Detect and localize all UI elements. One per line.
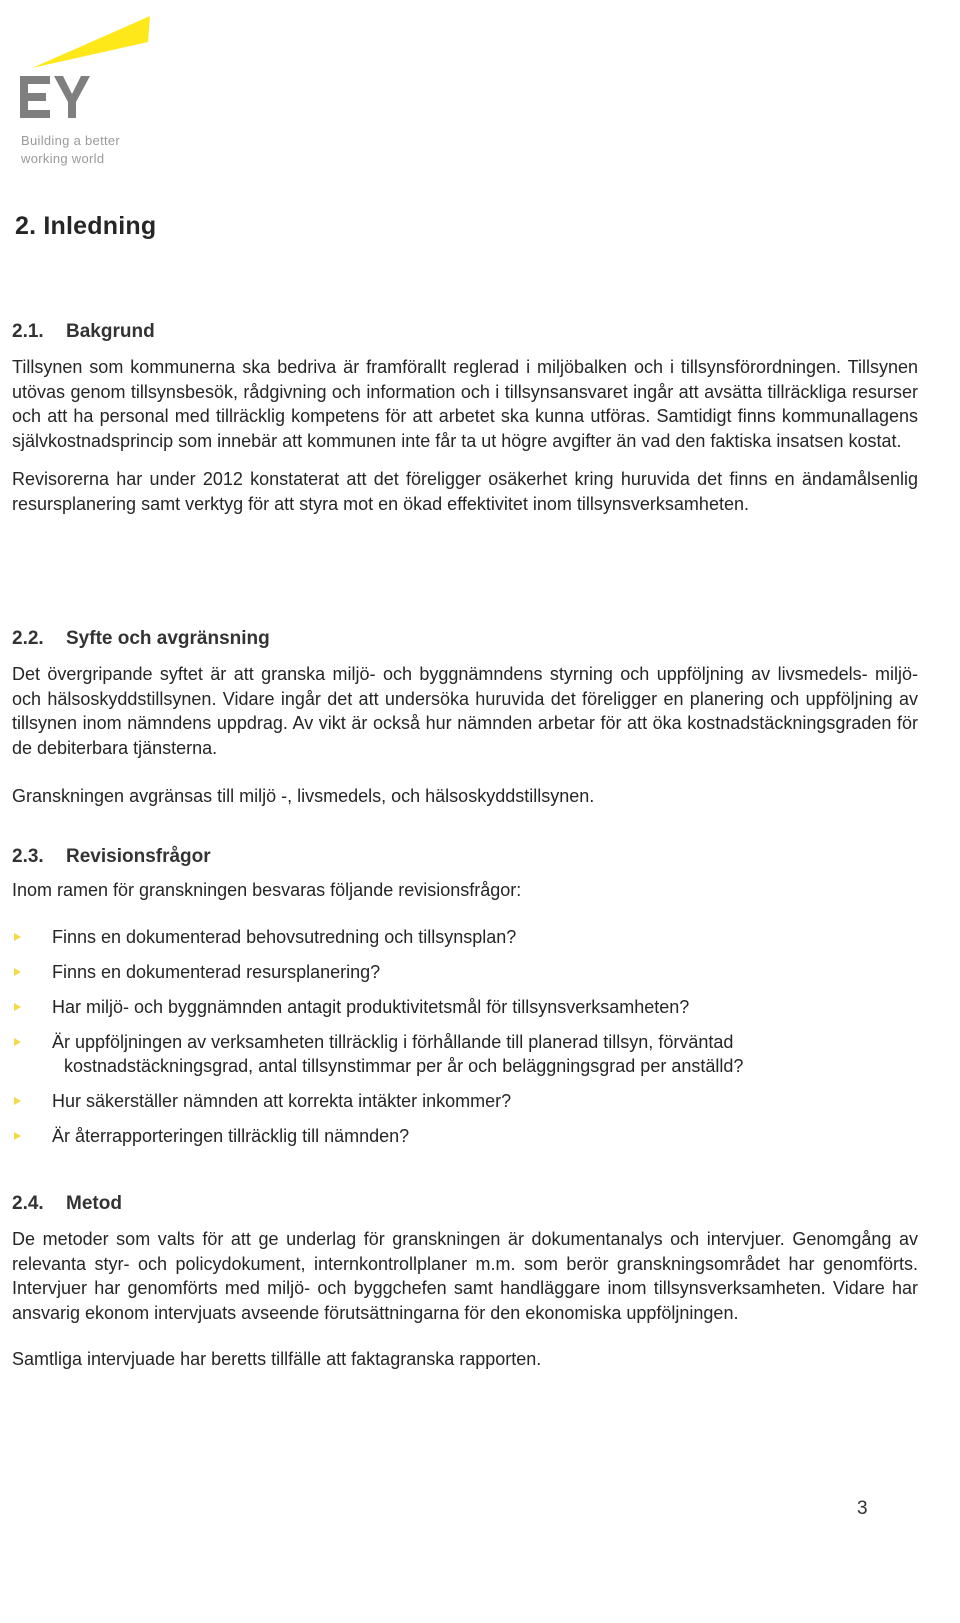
chapter-heading: 2. Inledning [15, 212, 157, 240]
list-item [12, 960, 918, 984]
list-item [12, 1124, 918, 1148]
ey-logo-mark [16, 14, 176, 124]
bullet-icon [14, 1132, 21, 1140]
bullet-icon [14, 968, 21, 976]
section-title [12, 845, 918, 869]
paragraph: Inom ramen för granskningen besvaras följande revisionsfrågor: [12, 880, 522, 900]
paragraph: De metoder som valts för att ge underlag för granskningen är dokumentanalys och intervjuer. Genomgång av relevanta styr- och policydokument, internkontrollplaner m.m. som berör granskningsområdet har genomförts. Intervjuer har genomförts med miljö- och byggchefen samt handläggare inom tillsynsverksamheten. Vidare har ansvarig ekonom intervjuats avseende förutsättningarna för den ekonomiska uppföljningen. [12, 1229, 918, 1323]
question-text: Hur säkerställer nämnden att korrekta intäkter inkommer? [52, 1090, 512, 1111]
tagline-line-1: Building a better [21, 133, 121, 148]
question-text: Finns en dokumenterad behovsutredning och tillsynsplan? [52, 926, 517, 947]
logo-tagline [21, 132, 120, 168]
question-text: Är uppföljningen av verksamheten tillräcklig i förhållande till planerad tillsyn, förväntad [52, 1031, 734, 1052]
section-title-text: Bakgrund [66, 321, 155, 342]
section-revisionsfragor [12, 845, 918, 1148]
bullet-icon [14, 933, 21, 941]
paragraph: Revisorerna har under 2012 konstaterat att det föreligger osäkerhet kring huruvida det finns en ändamålsenlig resursplanering samt verktyg för att styra mot en ökad effektivitet inom tillsynsverksamheten. [12, 469, 918, 514]
section-title [12, 627, 918, 651]
list-item [12, 995, 918, 1019]
section-title-text: Syfte och avgränsning [66, 628, 270, 649]
tagline-line-2: working world [21, 151, 105, 166]
section-title [12, 1192, 918, 1216]
logo-letters [20, 76, 90, 118]
section-metod [12, 1192, 918, 1372]
bullet-icon [14, 1038, 21, 1046]
section-title-text: Revisionsfrågor [66, 846, 211, 867]
question-text: Har miljö- och byggnämnden antagit produktivitetsmål för tillsynsverksamheten? [52, 996, 690, 1017]
question-text: Är återrapporteringen tillräcklig till nämnden? [52, 1125, 410, 1146]
paragraph: Tillsynen som kommunerna ska bedriva är framförallt reglerad i miljöbalken och i tillsynsförordningen. Tillsynen utövas genom tillsynsbesök, rådgivning och information och i tillsynsansvaret ingår att avsätta tillräckliga resurser och att ha personal med tillräcklig kompetens för att arbetet ska kunna utföras. Samtidigt finns kommunallagens självkostnadsprincip som innebär att kommunen inte får ta ut högre avgifter än vad den faktiska insatsen kostat. [12, 357, 918, 451]
section-number: 2.3. [12, 846, 44, 867]
section-number: 2.2. [12, 628, 44, 649]
list-item [12, 1089, 918, 1113]
section-number: 2.4. [12, 1193, 44, 1214]
paragraph: Det övergripande syftet är att granska miljö- och byggnämndens styrning och uppföljning av livsmedels- miljö- och hälsoskyddstillsynen. Vidare ingår det att undersöka huruvida det föreligger en planering och uppföljning av tillsynen inom nämndens uppdrag. Av vikt är också hur nämnden arbetar för att öka kostnadstäckningsgraden för de debiterbara tjänsterna. [12, 664, 918, 758]
bullet-icon [14, 1097, 21, 1105]
section-title-text: Metod [66, 1193, 122, 1214]
question-text: Finns en dokumenterad resursplanering? [52, 961, 381, 982]
list-item [12, 925, 918, 949]
section-title [12, 320, 918, 344]
ey-logo [16, 14, 176, 174]
section-bakgrund [12, 320, 918, 516]
list-item [12, 1030, 918, 1078]
logo-beam [32, 16, 150, 68]
paragraph: Granskningen avgränsas till miljö -, livsmedels, och hälsoskyddstillsynen. [12, 786, 595, 806]
section-syfte [12, 627, 918, 809]
bullet-icon [14, 1003, 21, 1011]
section-number: 2.1. [12, 321, 44, 342]
question-text-continued: kostnadstäckningsgrad, antal tillsynstimmar per år och beläggningsgrad per anställd? [64, 1055, 744, 1076]
question-list [12, 925, 918, 1148]
page-number: 3 [857, 1498, 868, 1519]
paragraph: Samtliga intervjuade har beretts tillfälle att faktagranska rapporten. [12, 1349, 542, 1369]
